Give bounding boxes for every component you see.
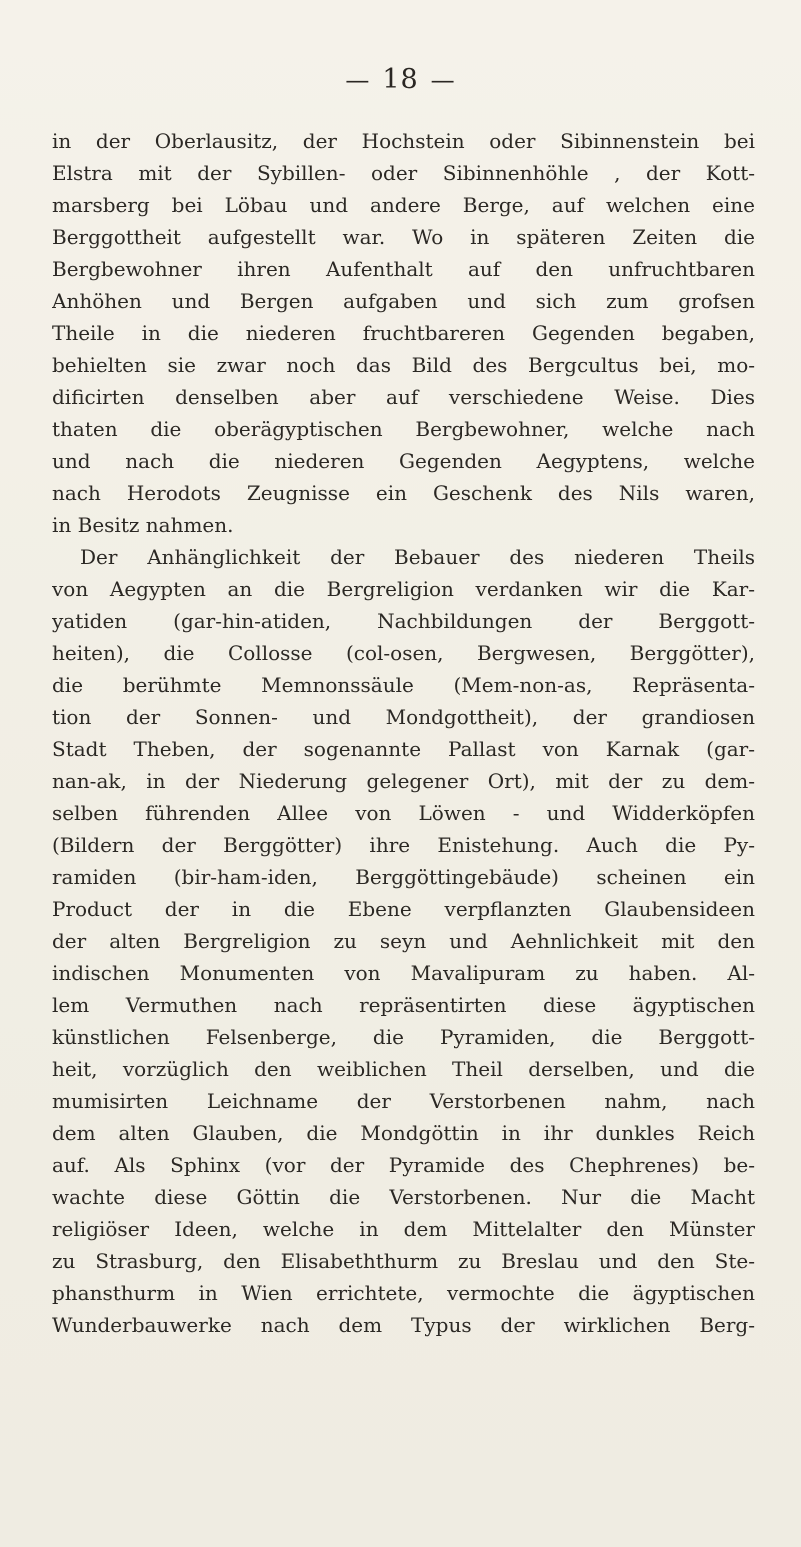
text-line: wachte diese Göttin die Verstorbenen. Nur die Macht xyxy=(52,1185,755,1209)
page-number-header xyxy=(0,64,801,95)
text-line: Elstra mit der Sybillen- oder Sibinnenhöhle , der Kott- xyxy=(52,161,755,185)
text-line: künstlichen Felsenberge, die Pyramiden, die Berggott- xyxy=(52,1025,755,1049)
text-line: behielten sie zwar noch das Bild des Bergcultus bei, mo- xyxy=(52,353,755,377)
text-line: nach Herodots Zeugnisse ein Geschenk des Nils waren, xyxy=(52,481,755,505)
text-line: in Besitz nahmen. xyxy=(52,513,234,537)
text-line: indischen Monumenten von Mavalipuram zu haben. Al- xyxy=(52,961,755,985)
page-number-dash-right: — xyxy=(430,66,456,94)
text-line: lem Vermuthen nach repräsentirten diese ägyptischen xyxy=(52,993,755,1017)
page-number-dash-left: — xyxy=(345,66,371,94)
text-line: Der Anhänglichkeit der Bebauer des niederen Theils xyxy=(80,545,755,569)
text-line: in der Oberlausitz, der Hochstein oder Sibinnenstein bei xyxy=(52,129,755,153)
text-line: Theile in die niederen fruchtbareren Gegenden begaben, xyxy=(52,321,755,345)
text-line: selben führenden Allee von Löwen - und Widderköpfen xyxy=(52,801,755,825)
text-line: Wunderbauwerke nach dem Typus der wirklichen Berg- xyxy=(52,1313,755,1337)
text-line: und nach die niederen Gegenden Aegyptens, welche xyxy=(52,449,755,473)
text-line: auf. Als Sphinx (vor der Pyramide des Chephrenes) be- xyxy=(52,1153,755,1177)
page-number: 18 xyxy=(382,64,419,95)
text-line: mumisirten Leichname der Verstorbenen nahm, nach xyxy=(52,1089,755,1113)
text-line: der alten Bergreligion zu seyn und Aehnlichkeit mit den xyxy=(52,929,755,953)
text-line: Product der in die Ebene verpflanzten Glaubensideen xyxy=(52,897,755,921)
text-line: heiten), die Collosse (col-osen, Bergwesen, Berggötter), xyxy=(52,641,755,665)
text-line: Berggottheit aufgestellt war. Wo in späteren Zeiten die xyxy=(52,225,755,249)
text-line: ramiden (bir-ham-iden, Berggöttingebäude) scheinen ein xyxy=(52,865,755,889)
text-line: phansthurm in Wien errichtete, vermochte die ägyptischen xyxy=(52,1281,755,1305)
text-line: heit, vorzüglich den weiblichen Theil derselben, und die xyxy=(52,1057,755,1081)
text-line: dem alten Glauben, die Mondgöttin in ihr dunkles Reich xyxy=(52,1121,755,1145)
body-text xyxy=(52,125,755,1341)
text-line: Stadt Theben, der sogenannte Pallast von Karnak (gar- xyxy=(52,737,755,761)
text-line: dificirten denselben aber auf verschiedene Weise. Dies xyxy=(52,385,755,409)
text-line: Bergbewohner ihren Aufenthalt auf den unfruchtbaren xyxy=(52,257,755,281)
text-line: yatiden (gar-hin-atiden, Nachbildungen der Berggott- xyxy=(52,609,755,633)
text-line: tion der Sonnen- und Mondgottheit), der grandiosen xyxy=(52,705,755,729)
text-line: nan-ak, in der Niederung gelegener Ort), mit der zu dem- xyxy=(52,769,755,793)
text-line: zu Strasburg, den Elisabeththurm zu Breslau und den Ste- xyxy=(52,1249,755,1273)
text-line: (Bildern der Berggötter) ihre Enistehung. Auch die Py- xyxy=(52,833,755,857)
text-line: von Aegypten an die Bergreligion verdanken wir die Kar- xyxy=(52,577,755,601)
text-line: marsberg bei Löbau und andere Berge, auf welchen eine xyxy=(52,193,755,217)
text-line: die berühmte Memnonssäule (Mem-non-as, Repräsenta- xyxy=(52,673,755,697)
text-line: Anhöhen und Bergen aufgaben und sich zum grofsen xyxy=(52,289,755,313)
text-line: religiöser Ideen, welche in dem Mittelalter den Münster xyxy=(52,1217,755,1241)
text-line: thaten die oberägyptischen Bergbewohner, welche nach xyxy=(52,417,755,441)
